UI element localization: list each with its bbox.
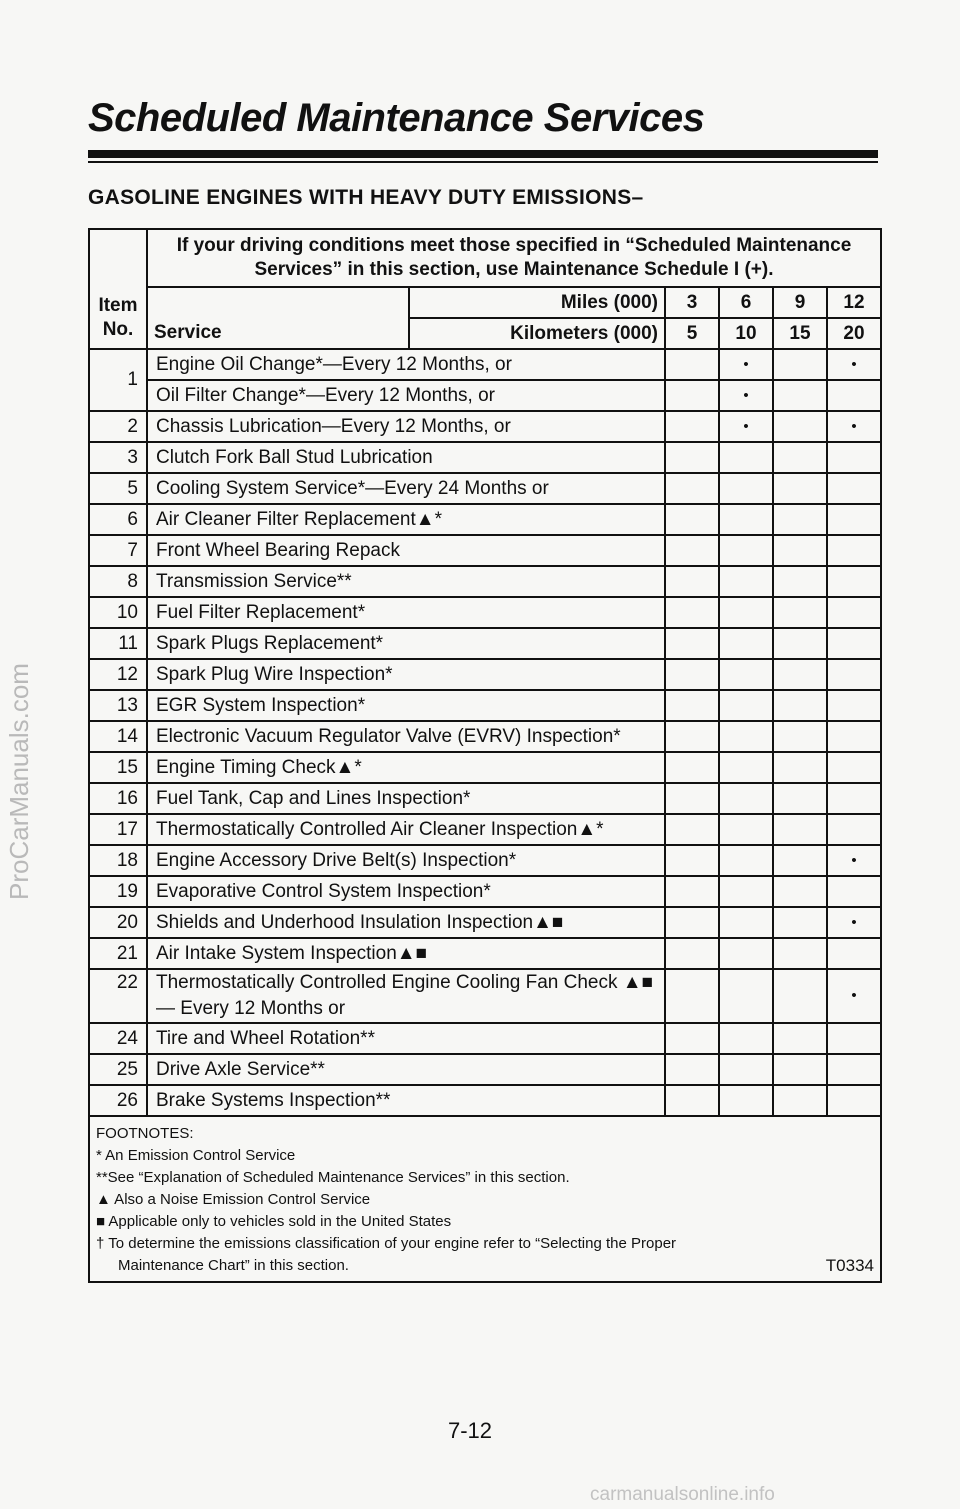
schedule-mark <box>773 969 827 1023</box>
schedule-mark <box>773 876 827 907</box>
schedule-mark <box>719 1085 773 1116</box>
schedule-mark: • <box>719 380 773 411</box>
item-number: 6 <box>89 504 147 535</box>
schedule-mark <box>719 659 773 690</box>
schedule-mark <box>827 1054 881 1085</box>
schedule-mark <box>665 504 719 535</box>
driving-conditions-note: If your driving conditions meet those specified in “Scheduled Maintenance Services” in this section, use Maintenance Schedule I (+). <box>147 229 881 287</box>
table-row <box>89 628 881 659</box>
schedule-mark <box>773 1023 827 1054</box>
schedule-mark <box>773 535 827 566</box>
schedule-mark <box>719 504 773 535</box>
item-number: 7 <box>89 535 147 566</box>
schedule-mark <box>773 690 827 721</box>
schedule-mark <box>665 721 719 752</box>
schedule-mark <box>719 938 773 969</box>
service-description: Engine Timing Check▲* <box>147 752 665 783</box>
page-title: Scheduled Maintenance Services <box>88 96 705 140</box>
page-number: 7-12 <box>448 1418 493 1443</box>
table-row <box>89 783 881 814</box>
chart-code: T0334 <box>825 1256 874 1275</box>
item-number: 8 <box>89 566 147 597</box>
schedule-mark: • <box>827 969 881 1023</box>
kilometers-label: Kilometers (000) <box>409 318 665 349</box>
table-row <box>89 721 881 752</box>
item-number-header: Item No. <box>89 229 147 349</box>
schedule-mark <box>665 907 719 938</box>
schedule-mark <box>665 535 719 566</box>
item-number: 18 <box>89 845 147 876</box>
table-row <box>89 597 881 628</box>
table-row <box>89 535 881 566</box>
table-row <box>89 473 881 504</box>
schedule-mark <box>773 721 827 752</box>
schedule-mark <box>665 349 719 380</box>
schedule-mark <box>827 938 881 969</box>
schedule-mark <box>827 721 881 752</box>
table-row <box>89 814 881 845</box>
table-row <box>89 690 881 721</box>
schedule-mark <box>773 783 827 814</box>
footnote-line: * An Emission Control Service <box>96 1147 296 1164</box>
item-number: 22 <box>89 969 147 1023</box>
table-row <box>89 659 881 690</box>
schedule-mark: • <box>827 349 881 380</box>
schedule-mark <box>665 659 719 690</box>
schedule-mark <box>719 876 773 907</box>
footnotes-heading: FOOTNOTES: <box>96 1125 194 1142</box>
table-row <box>89 349 881 380</box>
schedule-mark <box>773 349 827 380</box>
schedule-mark <box>827 380 881 411</box>
schedule-mark <box>827 752 881 783</box>
schedule-mark <box>827 1085 881 1116</box>
schedule-mark <box>773 442 827 473</box>
service-description: Clutch Fork Ball Stud Lubrication <box>147 442 665 473</box>
item-number: 20 <box>89 907 147 938</box>
table-row <box>89 845 881 876</box>
item-number: 5 <box>89 473 147 504</box>
table-row <box>89 566 881 597</box>
side-watermark: ProCarManuals.com <box>4 663 34 900</box>
miles-interval: 9 <box>773 287 827 318</box>
item-number: 14 <box>89 721 147 752</box>
schedule-mark <box>719 814 773 845</box>
schedule-mark <box>827 783 881 814</box>
schedule-mark <box>719 721 773 752</box>
schedule-mark <box>773 597 827 628</box>
schedule-mark <box>719 752 773 783</box>
schedule-mark <box>665 566 719 597</box>
service-description: Tire and Wheel Rotation** <box>147 1023 665 1054</box>
schedule-mark <box>827 473 881 504</box>
service-description: Shields and Underhood Insulation Inspection▲■ <box>147 907 665 938</box>
schedule-mark <box>665 938 719 969</box>
item-number: 21 <box>89 938 147 969</box>
schedule-mark <box>827 628 881 659</box>
item-number: 16 <box>89 783 147 814</box>
miles-interval: 6 <box>719 287 773 318</box>
schedule-mark <box>773 907 827 938</box>
schedule-mark <box>665 690 719 721</box>
item-number: 15 <box>89 752 147 783</box>
item-number: 17 <box>89 814 147 845</box>
schedule-mark <box>719 969 773 1023</box>
table-row <box>89 504 881 535</box>
schedule-mark <box>719 907 773 938</box>
miles-interval: 3 <box>665 287 719 318</box>
schedule-mark <box>719 473 773 504</box>
item-number: 24 <box>89 1023 147 1054</box>
schedule-mark <box>719 535 773 566</box>
table-row <box>89 1023 881 1054</box>
table-row <box>89 442 881 473</box>
schedule-mark <box>827 597 881 628</box>
service-description: Spark Plug Wire Inspection* <box>147 659 665 690</box>
item-number: 12 <box>89 659 147 690</box>
schedule-mark <box>665 814 719 845</box>
service-description: EGR System Inspection* <box>147 690 665 721</box>
service-description: Electronic Vacuum Regulator Valve (EVRV) Inspection* <box>147 721 665 752</box>
schedule-mark <box>665 628 719 659</box>
schedule-mark <box>773 752 827 783</box>
item-number: 10 <box>89 597 147 628</box>
schedule-mark <box>665 442 719 473</box>
service-description: Thermostatically Controlled Air Cleaner Inspection▲* <box>147 814 665 845</box>
schedule-mark <box>773 628 827 659</box>
schedule-mark <box>719 628 773 659</box>
schedule-mark <box>665 845 719 876</box>
bottom-watermark: carmanualsonline.info <box>590 1484 775 1505</box>
schedule-mark <box>665 1085 719 1116</box>
miles-label: Miles (000) <box>409 287 665 318</box>
footnote-line: **See “Explanation of Scheduled Maintenance Services” in this section. <box>96 1169 570 1186</box>
schedule-mark <box>719 1023 773 1054</box>
footnote-line: ▲ Also a Noise Emission Control Service <box>96 1191 371 1208</box>
schedule-mark <box>827 659 881 690</box>
service-description: Brake Systems Inspection** <box>147 1085 665 1116</box>
schedule-mark <box>827 814 881 845</box>
schedule-mark <box>719 566 773 597</box>
schedule-mark <box>773 504 827 535</box>
schedule-mark <box>773 473 827 504</box>
schedule-mark <box>665 783 719 814</box>
schedule-mark <box>665 473 719 504</box>
table-row <box>89 411 881 442</box>
footnotes <box>89 1116 881 1282</box>
schedule-mark <box>773 938 827 969</box>
table-row <box>89 1085 881 1116</box>
schedule-mark <box>719 845 773 876</box>
schedule-mark <box>665 969 719 1023</box>
item-number: 1 <box>89 349 147 411</box>
item-number: 19 <box>89 876 147 907</box>
item-number: 13 <box>89 690 147 721</box>
schedule-mark <box>827 566 881 597</box>
schedule-mark <box>773 814 827 845</box>
schedule-mark <box>665 876 719 907</box>
schedule-mark <box>773 411 827 442</box>
service-description: Engine Oil Change*—Every 12 Months, or <box>147 349 665 380</box>
service-header: Service <box>147 287 409 349</box>
title-rule-thick <box>88 150 878 158</box>
schedule-mark <box>773 659 827 690</box>
table-row <box>89 380 881 411</box>
item-number: 11 <box>89 628 147 659</box>
schedule-mark <box>719 1054 773 1085</box>
schedule-mark <box>719 597 773 628</box>
schedule-mark <box>827 535 881 566</box>
item-number: 25 <box>89 1054 147 1085</box>
km-interval: 20 <box>827 318 881 349</box>
table-row <box>89 752 881 783</box>
km-interval: 10 <box>719 318 773 349</box>
table-row <box>89 876 881 907</box>
service-description: Fuel Tank, Cap and Lines Inspection* <box>147 783 665 814</box>
item-number: 3 <box>89 442 147 473</box>
maintenance-table <box>88 228 882 1283</box>
km-interval: 5 <box>665 318 719 349</box>
service-description: Oil Filter Change*—Every 12 Months, or <box>147 380 665 411</box>
table-row <box>89 938 881 969</box>
service-description: Thermostatically Controlled Engine Cooling Fan Check ▲■— Every 12 Months or <box>147 969 665 1023</box>
service-description: Fuel Filter Replacement* <box>147 597 665 628</box>
schedule-mark: • <box>719 349 773 380</box>
schedule-mark <box>665 1023 719 1054</box>
service-description: Chassis Lubrication—Every 12 Months, or <box>147 411 665 442</box>
schedule-mark <box>773 380 827 411</box>
schedule-mark <box>773 1085 827 1116</box>
schedule-mark <box>827 504 881 535</box>
footnote-line: † To determine the emissions classification of your engine refer to “Selecting the Proper <box>96 1235 677 1252</box>
schedule-mark: • <box>827 411 881 442</box>
miles-interval: 12 <box>827 287 881 318</box>
footnote-line: Maintenance Chart” in this section. <box>118 1257 349 1274</box>
title-rule-thin <box>88 161 878 163</box>
service-description: Engine Accessory Drive Belt(s) Inspection* <box>147 845 665 876</box>
item-number: 26 <box>89 1085 147 1116</box>
section-heading: GASOLINE ENGINES WITH HEAVY DUTY EMISSIONS– <box>88 186 644 209</box>
schedule-mark <box>719 442 773 473</box>
schedule-mark <box>719 783 773 814</box>
schedule-mark <box>665 411 719 442</box>
footnote-line: ■ Applicable only to vehicles sold in the United States <box>96 1213 452 1230</box>
service-description: Evaporative Control System Inspection* <box>147 876 665 907</box>
service-description: Spark Plugs Replacement* <box>147 628 665 659</box>
service-description: Cooling System Service*—Every 24 Months or <box>147 473 665 504</box>
schedule-mark <box>827 442 881 473</box>
schedule-mark <box>665 752 719 783</box>
schedule-mark <box>827 1023 881 1054</box>
schedule-mark: • <box>719 411 773 442</box>
schedule-mark <box>665 380 719 411</box>
service-description: Drive Axle Service** <box>147 1054 665 1085</box>
schedule-mark <box>719 690 773 721</box>
item-number: 2 <box>89 411 147 442</box>
table-row <box>89 969 881 1023</box>
service-description: Transmission Service** <box>147 566 665 597</box>
table-row <box>89 1054 881 1085</box>
table-row <box>89 907 881 938</box>
schedule-mark <box>773 566 827 597</box>
schedule-mark <box>773 845 827 876</box>
service-description: Front Wheel Bearing Repack <box>147 535 665 566</box>
service-description: Air Cleaner Filter Replacement▲* <box>147 504 665 535</box>
schedule-mark <box>827 876 881 907</box>
schedule-mark <box>665 597 719 628</box>
km-interval: 15 <box>773 318 827 349</box>
service-description: Air Intake System Inspection▲■ <box>147 938 665 969</box>
schedule-mark <box>773 1054 827 1085</box>
schedule-mark <box>827 690 881 721</box>
schedule-mark: • <box>827 845 881 876</box>
schedule-mark: • <box>827 907 881 938</box>
schedule-mark <box>665 1054 719 1085</box>
